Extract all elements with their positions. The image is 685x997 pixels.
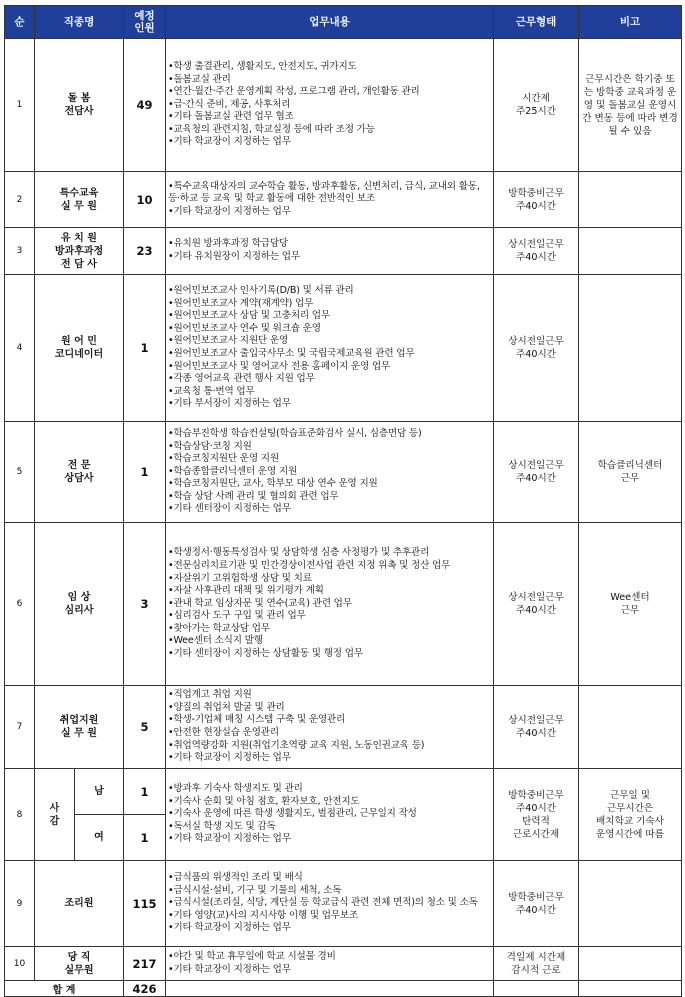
duty-item: •기타 돌봄교실 관련 업무 협조 [168,111,294,123]
duty-item: •관내 학교 임상자문 및 연수(교육) 관련 업무 [168,597,352,609]
row-number: 1 [5,39,35,172]
duty-item: •교육청의 관련지침, 학교실정 등에 따라 조정 가능 [168,123,375,135]
job-title: 당 직 실무원 [35,947,124,981]
duty-item: •원어민보조교사 연수 및 워크숍 운영 [168,322,321,334]
work-type: 격일제 시간제 감시적 근로 [494,947,579,981]
header-quota: 예정 인원 [124,6,166,39]
row-number: 9 [5,861,35,947]
empty-cell [166,981,494,997]
duty-item: •기타 유치원장이 지정하는 업무 [168,251,300,262]
duty-list [166,172,494,228]
duty-list [166,228,494,275]
duty-item: •독서실 학생 지도 및 감독 [168,820,276,832]
header-no: 순 [5,6,35,39]
duty-list [166,422,494,523]
duty-item: •기숙사 운영에 따른 학생 생활지도, 벌점관리, 근무일지 작성 [168,808,417,820]
duty-item: •학생-기업체 매칭 시스템 구축 및 운영관리 [168,714,346,726]
duty-list [166,947,494,981]
duty-list [166,861,494,947]
row-number: 8 [5,769,35,861]
header-job: 직종명 [35,6,124,39]
planned-count: 5 [124,686,166,769]
note [579,861,682,947]
note [579,686,682,769]
job-title: 특수교육 실 무 원 [35,172,124,228]
duty-list [166,39,494,172]
header-work-type: 근무형태 [494,6,579,39]
duty-item: •급식시설·설비, 기구 및 기물의 세척, 소독 [168,884,342,896]
duty-item: •양질의 취업처 발굴 및 관리 [168,701,285,713]
row-number: 7 [5,686,35,769]
duty-item: •원어민보조교사 인사기록(D/B) 및 서류 관리 [168,285,354,297]
note: 근무일 및 근무시간은 배치학교 기숙사 운영시간에 따름 [579,769,682,861]
duty-item: •학습부진학생 학습컨설팅(학습표준화검사 실시, 심층면담 등) [168,427,422,439]
duty-item: •원어민보조교사 상담 및 고충처리 업무 [168,310,330,322]
work-type: 방학중비근무 주40시간 [494,861,579,947]
duty-list [166,686,494,769]
duty-item: •기타 학교장이 지정하는 업무 [168,922,291,934]
duty-item: •기숙사 순회 및 아침 점호, 환자보호, 안전지도 [168,795,360,807]
job-title: 조리원 [35,861,124,947]
duty-item: •학습코칭지원단 운영 지원 [168,453,279,465]
job-title: 전 문 상담사 [35,422,124,523]
row-number: 3 [5,228,35,275]
duty-item: •취업역량강화 지원(취업기초역량 교육 지원, 노동인권교육 등) [168,739,425,751]
table-row [5,769,682,815]
duty-item: •기타 학교장이 지정하는 업무 [168,136,291,148]
job-title: 원 어 민 코디네이터 [35,275,124,422]
planned-count: 49 [124,39,166,172]
work-type: 상시전일근무 주40시간 [494,275,579,422]
table-row [5,947,682,981]
job-title: 사 감 [35,769,75,861]
table-row [5,422,682,523]
job-title: 유 치 원 방과후과정 전 담 사 [35,228,124,275]
note: 근무시간은 학기중 또는 방학중 교육과정 운영 및 돌봄교실 운영시간 변동 등에 따라 변경될 수 있음 [579,39,682,172]
duty-item: •자살 사후관리 대책 및 위기평가 계획 [168,585,324,597]
work-type: 방학중비근무 주40시간 [494,172,579,228]
planned-count: 1 [124,275,166,422]
header-note: 비고 [579,6,682,39]
duty-item: •원어민보조교사 지원단 운영 [168,335,288,347]
work-type: 상시전일근무 주40시간 [494,422,579,523]
table-row [5,172,682,228]
work-type: 시간제 주25시간 [494,39,579,172]
duty-item: •전문심리치료기관 및 민간경상이전사업 관련 지정 위촉 및 정산 업무 [168,559,451,571]
duty-item: •심리검사 도구 구입 및 관리 업무 [168,610,306,622]
row-number: 10 [5,947,35,981]
duty-item: •기타 영양(교)사의 지시사항 이행 및 업무보조 [168,909,359,921]
duty-item: •기타 학교장이 지정하는 업무 [168,833,291,845]
job-title: 취업지원 실 무 원 [35,686,124,769]
duty-item: •학생정서·행동특성검사 및 상담학생 심층 사정평가 및 추후관리 [168,547,430,559]
duty-item: •방과후 기숙사 학생지도 및 관리 [168,783,303,795]
note [579,172,682,228]
duty-item: •학습 상담 사례 관리 및 협의회 관련 업무 [168,490,339,502]
duty-item: •원어민보조교사 및 영어교사 전용 홈페이지 운영 업무 [168,360,391,372]
table-row [5,861,682,947]
note: Wee센터 근무 [579,523,682,686]
duty-item: •급·간식 준비, 제공, 사후처리 [168,98,291,110]
duty-list [166,275,494,422]
duty-item: •각종 영어교육 관련 행사 지원 업무 [168,373,315,385]
duty-item: •학습상담·코칭 지원 [168,440,252,452]
duty-item: •유치원 방과후과정 학급담당 [168,238,288,250]
duty-item: •원어민보조교사 계약(재계약) 업무 [168,297,314,309]
duty-list [166,523,494,686]
duty-item: •자살위기 고위험학생 상담 및 치료 [168,572,312,584]
header-row [5,6,682,39]
planned-count: 23 [124,228,166,275]
table-row [5,275,682,422]
empty-cell [494,981,579,997]
total-count: 426 [124,981,166,997]
table-row [5,686,682,769]
note [579,947,682,981]
total-row [5,981,682,997]
duty-list [166,769,494,861]
sub-label: 남 [75,769,124,815]
duty-item: •기타 센터장이 지정하는 업무 [168,503,291,515]
planned-count: 115 [124,861,166,947]
duty-item: •기타 센터장이 지정하는 상담활동 및 행정 업무 [168,648,363,660]
work-type: 상시전일근무 주40시간 [494,686,579,769]
duty-item: •안전한 현장실습 운영관리 [168,727,279,738]
job-title: 돌 봄 전담사 [35,39,124,172]
duty-item: •야간 및 학교 휴무일에 학교 시설물 경비 [168,950,336,962]
planned-count: 1 [124,769,166,815]
work-type: 상시전일근무 주40시간 [494,228,579,275]
duty-item: •특수교육대상자의 교수학습 활동, 방과후활동, 신변처리, 급식, 교내외 활동, 등·하교 등 교육 및 학교 활동에 대한 전반적인 보조 [168,180,480,205]
table-row [5,228,682,275]
planned-count: 1 [124,815,166,861]
planned-count: 3 [124,523,166,686]
duty-item: •원어민보조교사 출입국사무소 및 국립국제교육원 관련 업무 [168,348,415,359]
work-type: 상시전일근무 주40시간 [494,523,579,686]
duty-item: •교육청 통·번역 업무 [168,385,255,397]
job-title: 임 상 심리사 [35,523,124,686]
row-number: 2 [5,172,35,228]
duty-item: •기타 부서장이 지정하는 업무 [168,398,291,410]
note [579,228,682,275]
note: 학습클리닉센터 근무 [579,422,682,523]
duty-item: •직업계고 취업 지원 [168,689,252,701]
duty-item: •학습코칭지원단, 교사, 학부모 대상 연수 운영 지원 [168,478,378,490]
planned-count: 10 [124,172,166,228]
sub-label: 여 [75,815,124,861]
duty-item: •급식시설(조리실, 식당, 계단실 등 학교급식 관련 전체 면적)의 청소 및 소독 [168,897,478,909]
table-row [5,39,682,172]
table-row [5,523,682,686]
duty-item: •돌봄교실 관리 [168,73,231,85]
row-number: 4 [5,275,35,422]
duty-item: •기타 학교장이 지정하는 업무 [168,205,291,217]
duty-item: •기타 학교장이 지정하는 업무 [168,963,291,975]
total-label: 합 계 [5,981,124,997]
duty-item: •학생 출결관리, 생활지도, 안전지도, 귀가지도 [168,60,357,72]
planned-count: 217 [124,947,166,981]
work-type: 방학중비근무 주40시간 탄력적 근로시간제 [494,769,579,861]
planned-count: 1 [124,422,166,523]
header-duties: 업무내용 [166,6,494,39]
row-number: 6 [5,523,35,686]
recruitment-table [4,5,682,997]
duty-item: •학습종합클리닉센터 운영 지원 [168,465,298,477]
empty-cell [579,981,682,997]
duty-item: •찾아가는 학교상담 업무 [168,622,270,634]
duty-item: •급식품의 위생적인 조리 및 배식 [168,872,303,884]
duty-item: •기타 학교장이 지정하는 업무 [168,752,291,764]
note [579,275,682,422]
duty-item: •연간·월간·주간 운영계획 작성, 프로그램 관리, 개인활동 관리 [168,86,420,98]
row-number: 5 [5,422,35,523]
duty-item: •Wee센터 소식지 발행 [168,635,263,647]
